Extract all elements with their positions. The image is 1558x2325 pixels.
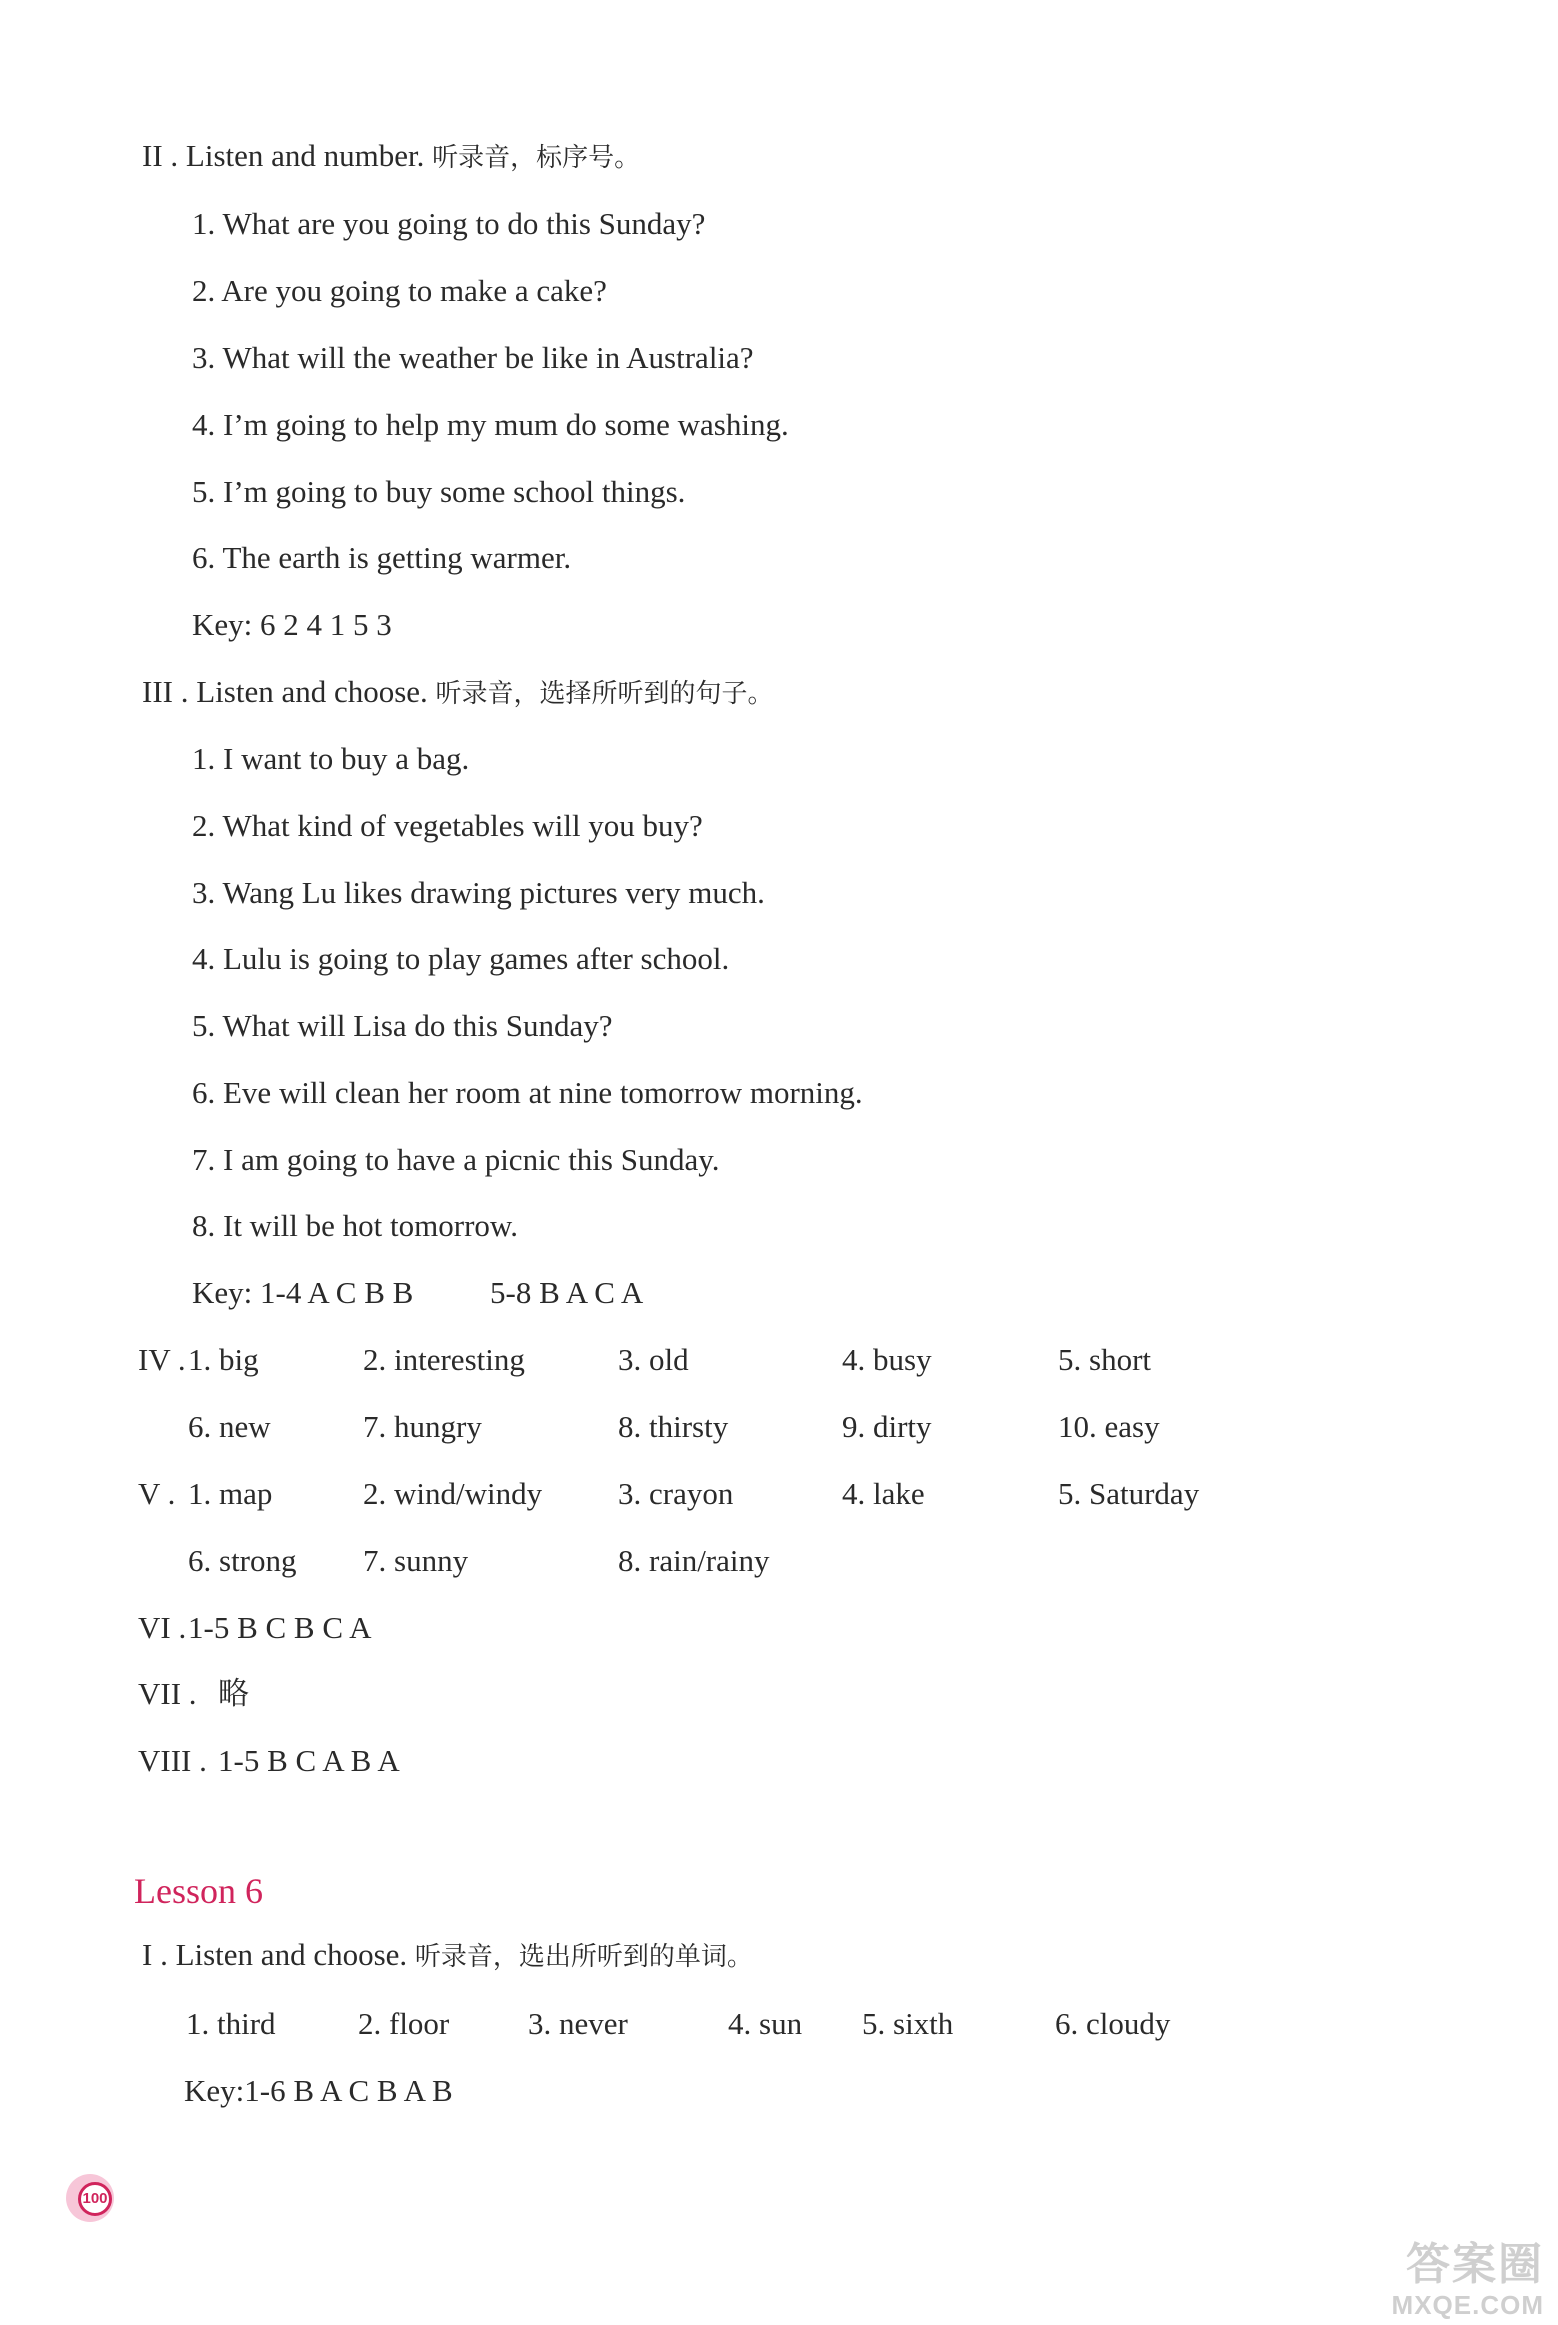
section-7-label: VII . (138, 1676, 197, 1711)
answer-key: 略 (218, 1676, 249, 1712)
section-4-label: IV . (138, 1342, 186, 1377)
answer-key: 1-5 B C B C A (188, 1610, 372, 1645)
answer-cell: 1. big (188, 1342, 259, 1377)
answer-cell: 7. sunny (363, 1543, 469, 1578)
section-6-label: VI . (138, 1610, 187, 1645)
answer-cell: 5. sixth (862, 2006, 954, 2041)
answer-cell: 1. third (186, 2006, 276, 2041)
list-item: 8. It will be hot tomorrow. (192, 1208, 519, 1243)
answer-cell: 2. floor (358, 2006, 450, 2041)
answer-cell: 2. wind/windy (363, 1476, 543, 1511)
list-item: 2. Are you going to make a cake? (192, 273, 607, 308)
list-item: 4. I’m going to help my mum do some washing. (192, 407, 789, 442)
answer-cell: 6. strong (188, 1543, 297, 1578)
list-item: 2. What kind of vegetables will you buy? (192, 808, 703, 843)
answer-cell: 1. map (188, 1476, 273, 1511)
list-item: 1. What are you going to do this Sunday? (192, 206, 706, 241)
answer-key: 1-5 B C A B A (218, 1743, 400, 1778)
answer-key: 5-8 B A C A (490, 1275, 644, 1310)
list-item: 5. I’m going to buy some school things. (192, 474, 686, 509)
list-item: 1. I want to buy a bag. (192, 741, 470, 776)
answer-cell: 5. short (1058, 1342, 1151, 1377)
answer-cell: 8. rain/rainy (618, 1543, 770, 1578)
answer-cell: 6. cloudy (1055, 2006, 1171, 2041)
answer-cell: 2. interesting (363, 1342, 525, 1377)
lesson-title: Lesson 6 (134, 1871, 263, 1911)
answer-cell: 6. new (188, 1409, 271, 1444)
page-number: 100 (78, 2182, 112, 2216)
answer-cell: 3. old (618, 1342, 689, 1377)
answer-cell: 8. thirsty (618, 1409, 729, 1444)
answer-cell: 10. easy (1058, 1409, 1160, 1444)
answer-cell: 4. lake (842, 1476, 925, 1511)
answer-cell: 9. dirty (842, 1409, 932, 1444)
list-item: 5. What will Lisa do this Sunday? (192, 1008, 613, 1043)
section-3-heading: III . Listen and choose. 听录音，选择所听到的句子。 (142, 674, 774, 709)
answer-key: Key: 6 2 4 1 5 3 (192, 607, 392, 642)
list-item: 3. Wang Lu likes drawing pictures very much. (192, 875, 765, 910)
section-5-label: V . (138, 1476, 176, 1511)
answer-cell: 3. crayon (618, 1476, 734, 1511)
lesson6-section-1-heading: I . Listen and choose. 听录音，选出所听到的单词。 (142, 1937, 753, 1972)
list-item: 6. Eve will clean her room at nine tomorrow morning. (192, 1075, 863, 1110)
answer-cell: 4. busy (842, 1342, 932, 1377)
section-2-heading: II . Listen and number. 听录音，标序号。 (142, 138, 641, 173)
list-item: 4. Lulu is going to play games after school. (192, 941, 730, 976)
watermark-logo: 答案圈 MXQE.COM (1391, 2240, 1544, 2320)
answer-cell: 5. Saturday (1058, 1476, 1200, 1511)
answer-cell: 4. sun (728, 2006, 803, 2041)
answer-key: Key: 1-4 A C B B (192, 1275, 414, 1310)
answer-cell: 3. never (528, 2006, 628, 2041)
section-8-label: VIII . (138, 1743, 207, 1778)
list-item: 3. What will the weather be like in Australia? (192, 340, 754, 375)
list-item: 7. I am going to have a picnic this Sunday. (192, 1142, 720, 1177)
answer-cell: 7. hungry (363, 1409, 482, 1444)
answer-key: Key:1-6 B A C B A B (184, 2073, 453, 2108)
list-item: 6. The earth is getting warmer. (192, 540, 572, 575)
